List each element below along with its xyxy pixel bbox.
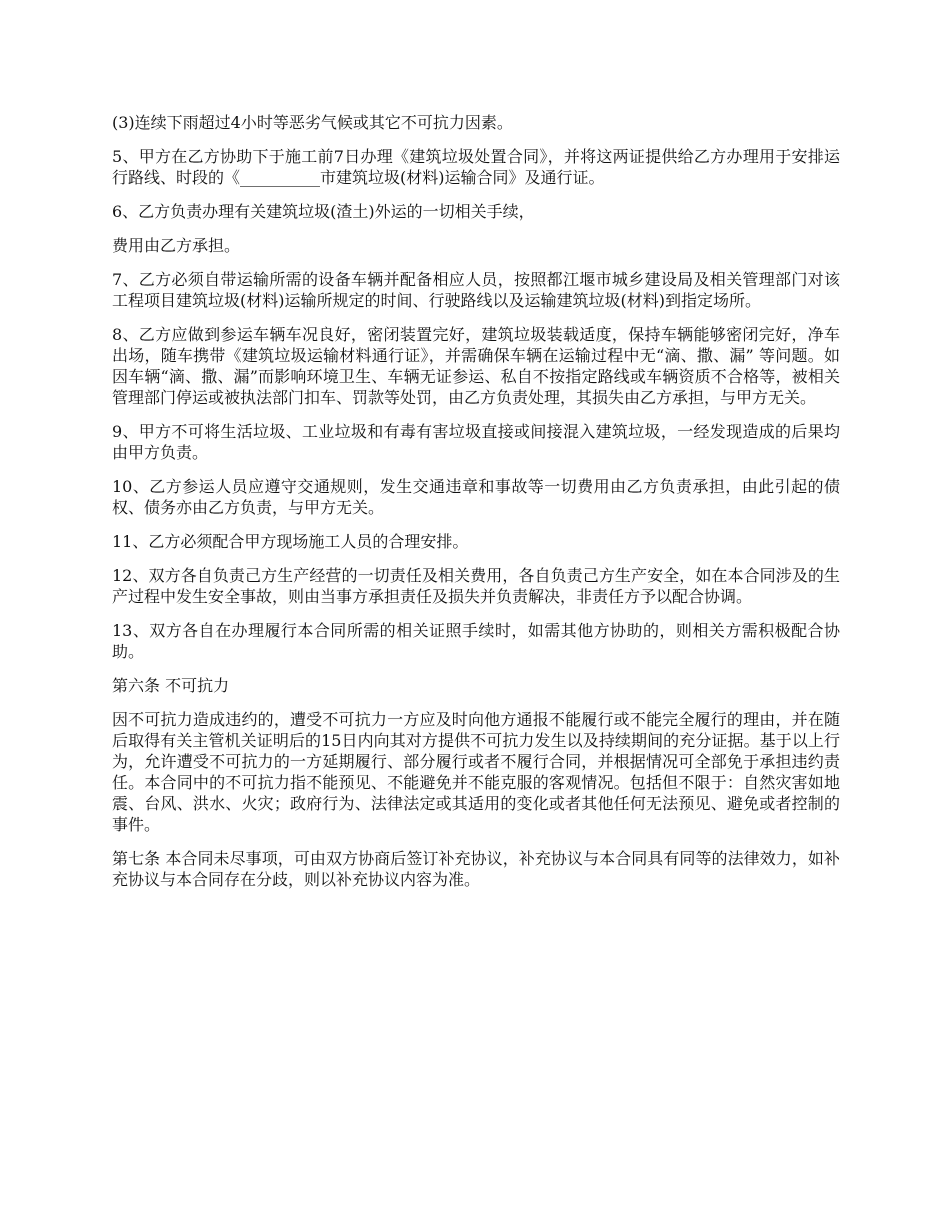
clause-6-cost: 费用由乙方承担。: [112, 236, 241, 255]
clause-5: 5、甲方在乙方协助下于施工前7日办理《建筑垃圾处置合同》，并将这两证提供给乙方办理用于安排运行路线、时段的《__________市建筑垃圾(材料)运输合同》及通行证。: [112, 147, 840, 187]
article-7: 第七条 本合同未尽事项，可由双方协商后签订补充协议，补充协议与本合同具有同等的法律效力，如补充协议与本合同存在分歧，则以补充协议内容为准。: [112, 849, 840, 889]
document-page: [112, 112, 840, 903]
clause-8: 8、乙方应做到参运车辆车况良好，密闭装置完好，建筑垃圾装载适度，保持车辆能够密闭完好，净车出场，随车携带《建筑垃圾运输材料通行证》，并需确保车辆在运输过程中无“滴、撒、漏” 等问题。如因车辆“滴、撒、漏”而影响环境卫生、车辆无证参运、私自不按指定路线或车辆资质不合格等，被相关管理部门停运或被执法部门扣车、罚款等处罚，由乙方负责处理，其损失由乙方承担，与甲方无关。: [112, 325, 840, 407]
clause-12: 12、双方各自负责己方生产经营的一切责任及相关费用，各自负责己方生产安全，如在本合同涉及的生产过程中发生安全事故，则由当事方承担责任及损失并负责解决，非责任方予以配合协调。: [112, 566, 840, 606]
clause-7: 7、乙方必须自带运输所需的设备车辆并配备相应人员，按照都江堰市城乡建设局及相关管理部门对该工程项目建筑垃圾(材料)运输所规定的时间、行驶路线以及运输建筑垃圾(材料)到指定场所。: [112, 270, 840, 310]
clause-9: 9、甲方不可将生活垃圾、工业垃圾和有毒有害垃圾直接或间接混入建筑垃圾，一经发现造成的后果均由甲方负责。: [112, 422, 840, 462]
article-6-body: 因不可抗力造成违约的，遭受不可抗力一方应及时向他方通报不能履行或不能完全履行的理由，并在随后取得有关主管机关证明后的15日内向其对方提供不可抗力发生以及持续期间的充分证据。基于以上行为，允许遭受不可抗力的一方延期履行、部分履行或者不履行合同，并根据情况可全部免于承担违约责任。本合同中的不可抗力指不能预见、不能避免并不能克服的客观情况。包括但不限于：自然灾害如地震、台风、洪水、火灾；政府行为、法律法定或其适用的变化或者其他任何无法预见、避免或者控制的事件。: [112, 710, 840, 834]
clause-10: 10、乙方参运人员应遵守交通规则，发生交通违章和事故等一切费用由乙方负责承担，由此引起的债权、债务亦由乙方负责，与甲方无关。: [112, 477, 840, 517]
article-6-heading: 第六条 不可抗力: [112, 676, 230, 695]
clause-6: 6、乙方负责办理有关建筑垃圾(渣土)外运的一切相关手续，: [112, 202, 535, 221]
clause-13: 13、双方各自在办理履行本合同所需的相关证照手续时，如需其他方协助的，则相关方需积极配合协助。: [112, 621, 840, 661]
clause-11: 11、乙方必须配合甲方现场施工人员的合理安排。: [112, 532, 469, 551]
clause-3-weather: (3)连续下雨超过4小时等恶劣气候或其它不可抗力因素。: [112, 113, 513, 132]
